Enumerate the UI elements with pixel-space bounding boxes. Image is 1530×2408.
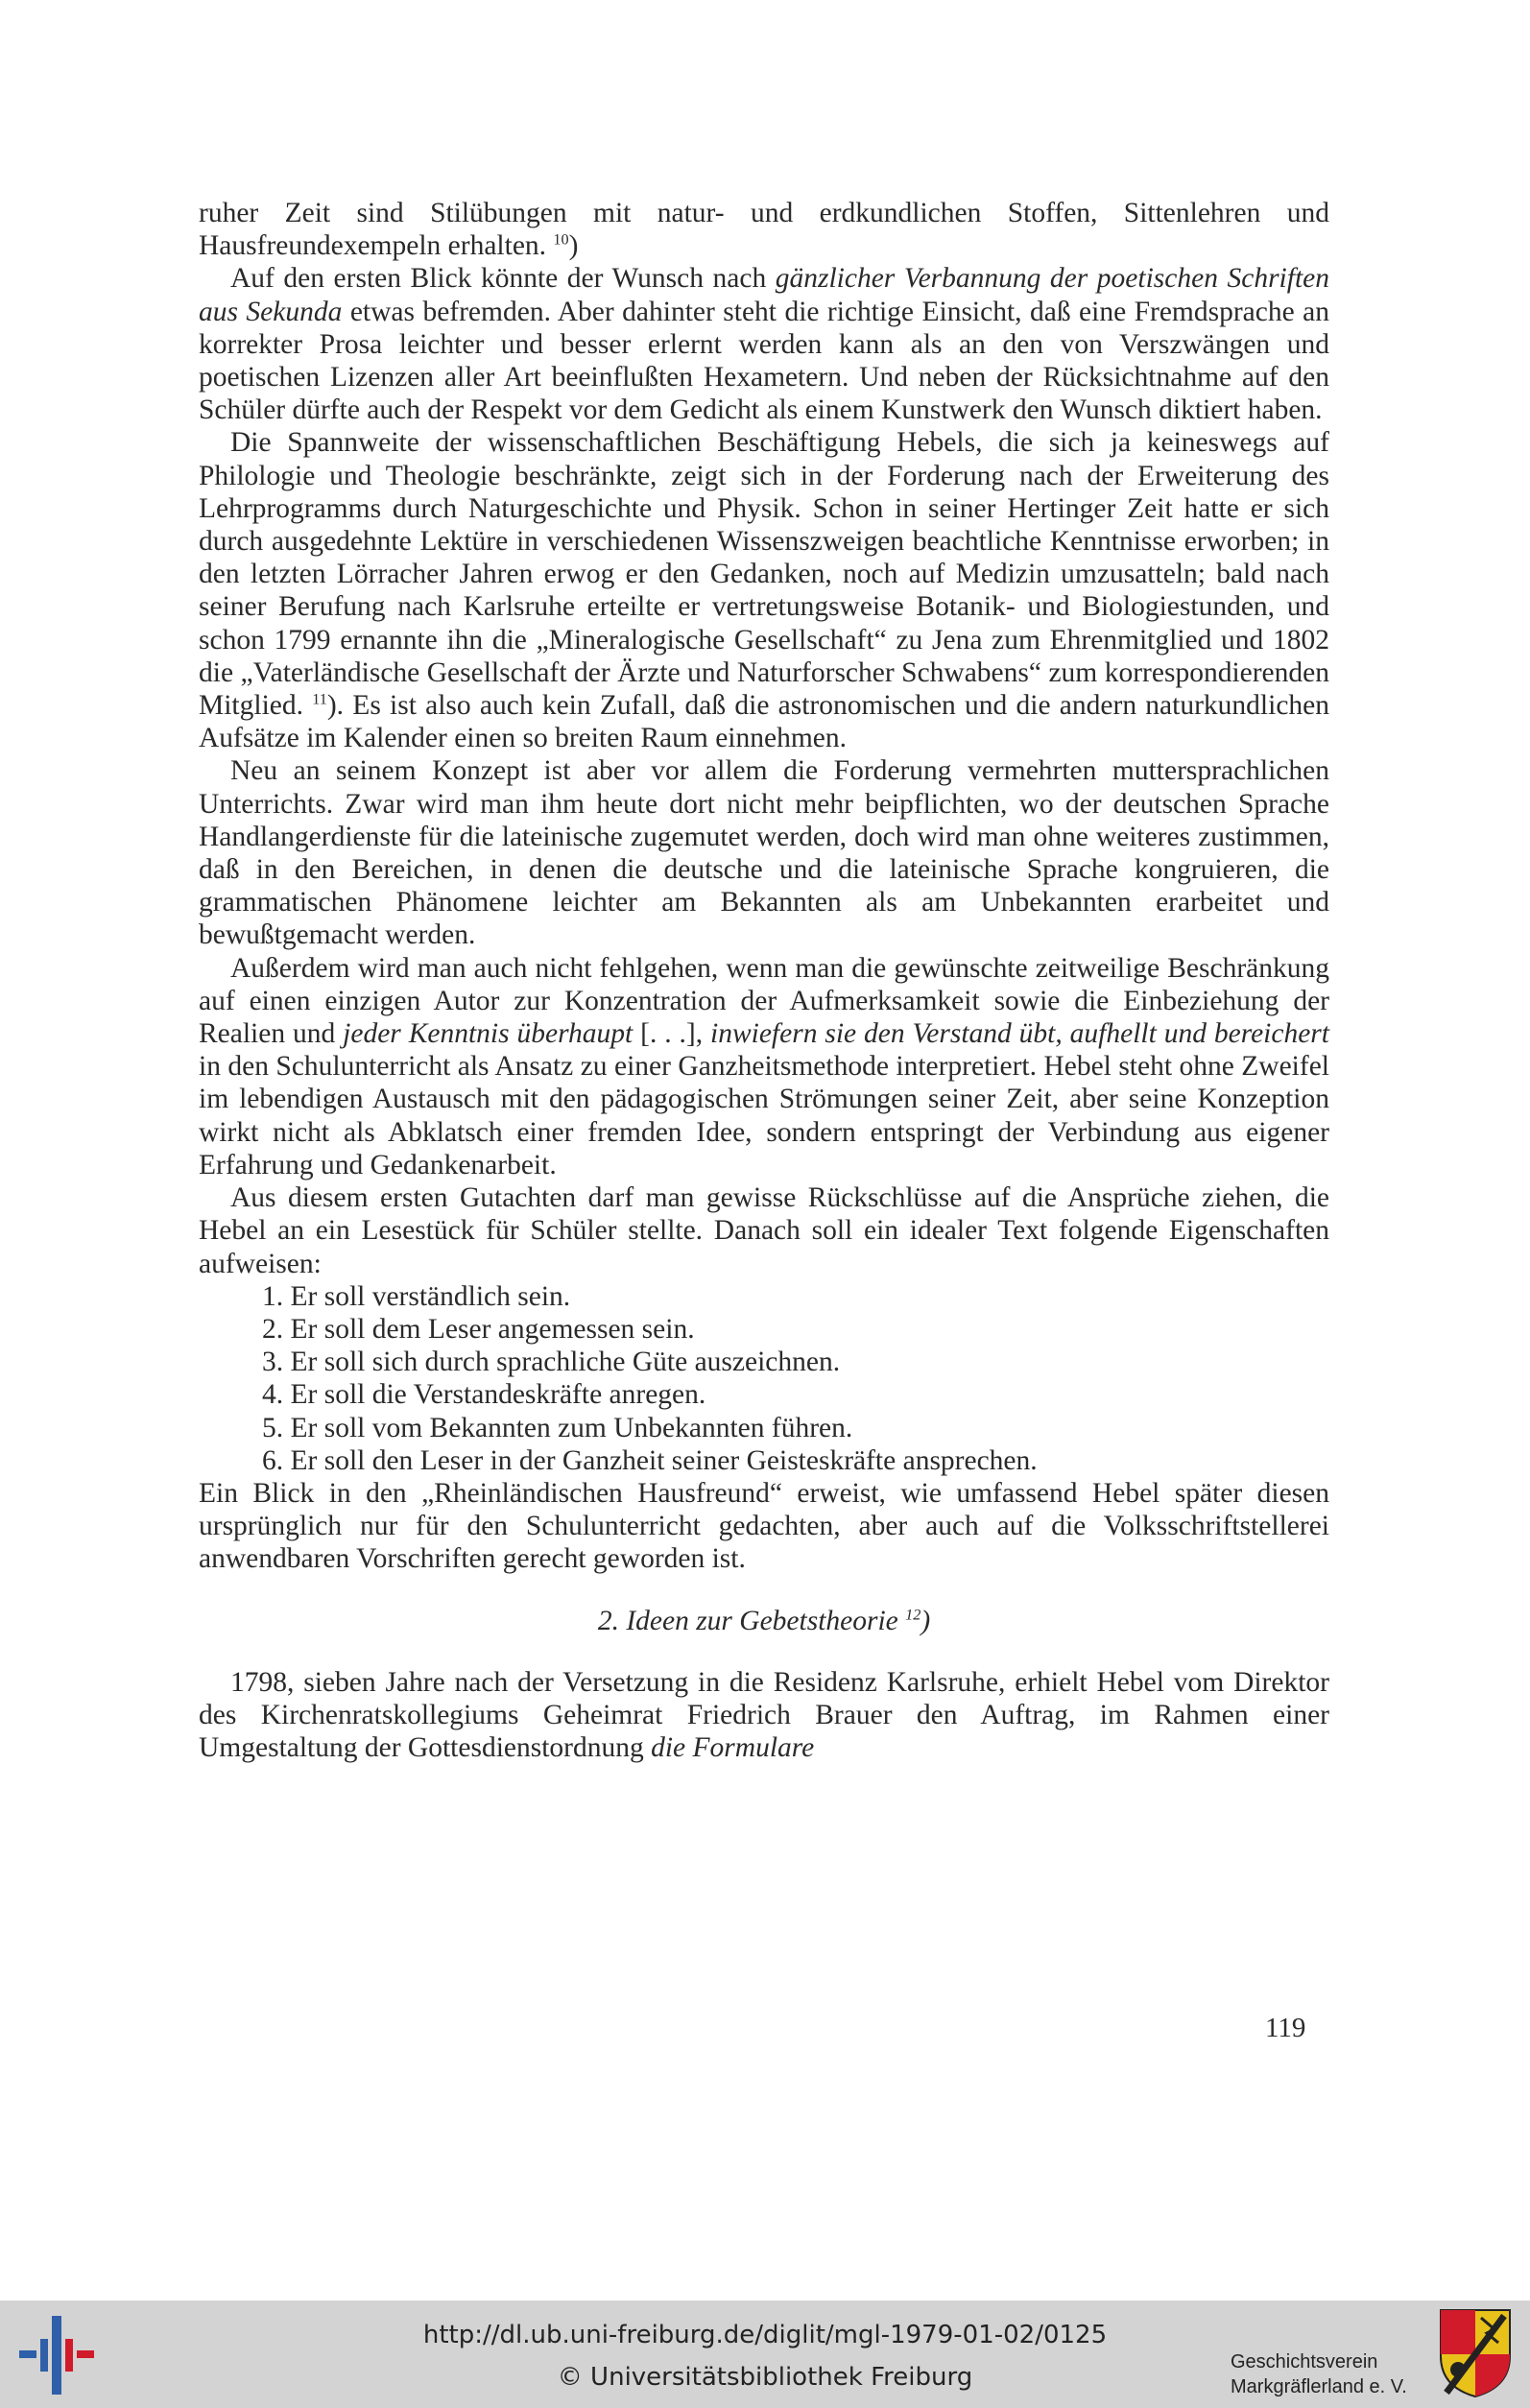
- paragraph-1: ruher Zeit sind Stilübungen mit natur- und erdkundlichen Stoffen, Sittenlehren und Hausfreundexempeln erhalten. $^{10}$): [199, 198, 1329, 262]
- paragraph-4: Neu an seinem Konzept ist aber vor allem die Forderung vermehrten muttersprachlichen Unterrichts. Zwar wird man ihm heute dort nicht mehr beipflichten, wo der deutschen Sprache Handlangerdienste für die lateinische zugemutet werden, doch wird man ohne weiteres zustimmen, daß in den Bereichen, in denen die deutsche und die lateinische Sprache kongruieren, die grammatischen Phänomene leichter am Bekannten als am Unbekannten erarbeitet und bewußtgemacht werden.: [199, 755, 1329, 951]
- section-heading: 2. Ideen zur Gebetstheorie $^{12}$): [597, 1605, 931, 1636]
- list-item: 3. Er soll sich durch sprachliche Güte auszeichnen.: [262, 1347, 841, 1378]
- list-item: 2. Er soll dem Leser angemessen sein.: [262, 1313, 695, 1345]
- paragraph-8: 1798, sieben Jahre nach der Versetzung in die Residenz Karlsruhe, erhielt Hebel vom Direktor des Kirchenratskollegiums Geheimrat Friedrich Brauer den Auftrag, im Rahmen einer Umgestaltung der Gottesdienstordnung die Formulare: [199, 1666, 1329, 1764]
- paragraph-5: Außerdem wird man auch nicht fehlgehen, wenn man die gewünschte zeitweilige Beschränkung auf einen einzigen Autor zur Konzentration der Aufmerksamkeit sowie die Einbeziehung der Realien und jeder Kenntnis überhaupt [. . .], inwiefern sie den Verstand übt, aufhellt und bereichert in den Schulunterricht als Ansatz zu einer Ganzheitsmethode interpretiert. Hebel steht ohne Zweifel im lebendigen Austausch mit den pädagogischen Strömungen seiner Zeit, aber seine Konzeption wirkt nicht als Abklatsch einer fremden Idee, sondern entspringt der Verbindung aus eigener Erfahrung und Gedankenarbeit.: [199, 952, 1329, 1180]
- emphasis-text: inwiefern sie den Verstand übt, aufhellt und bereichert: [710, 1018, 1329, 1050]
- page-number: 119: [1265, 2013, 1306, 2043]
- footnote-ref-10[interactable]: 10: [553, 230, 569, 249]
- list-item: 6. Er soll den Leser in der Ganzheit seiner Geisteskräfte ansprechen.: [262, 1444, 1038, 1476]
- paragraph-3: Die Spannweite der wissenschaftlichen Beschäftigung Hebels, die sich ja keineswegs auf Philologie und Theologie beschränkte, zeigt sich in der Forderung nach der Erweiterung des Lehrprogramms durch Naturgeschichte und Physik. Schon in seiner Hertinger Zeit hatte er sich durch ausgedehnte Lektüre in verschiedenen Wissenszweigen beachtliche Kenntnisse erworben; in den letzten Lörracher Jahren erwog er den Gedanken, noch auf Medizin umzusatteln; bald nach seiner Berufung nach Karlsruhe erteilte er vertretungsweise Botanik- und Biologiestunden, und schon 1799 ernannte ihn die „Mineralogische Gesellschaft“ zu Jena zum Ehrenmitglied und 1802 die „Vaterländische Gesellschaft der Ärzte und Naturforscher Schwabens“ zum korrespondierenden Mitglied. $^{11}$). Es ist also auch kein Zufall, daß die astronomischen und die andern naturkundlichen Aufsätze im Kalender einen so breiten Raum einnehmen.: [199, 427, 1329, 754]
- list-item: 1. Er soll verständlich sein.: [262, 1280, 571, 1312]
- paragraph-2: Auf den ersten Blick könnte der Wunsch nach gänzlicher Verbannung der poetischen Schriften aus Sekunda etwas befremden. Aber dahinter steht die richtige Einsicht, daß eine Fremdsprache an korrekter Prosa leichter und besser erlernt werden kann als an den von Verszwängen und poetischen Lizenzen aller Art beeinflußten Hexametern. Und neben der Rücksichtnahme auf den Schüler dürfte auch der Respekt vor dem Gedicht als einem Kunstwerk den Wunsch diktiert haben.: [199, 263, 1330, 426]
- list-item: 4. Er soll die Verstandeskräfte anregen.: [262, 1379, 706, 1411]
- footnote-ref-11[interactable]: 11: [312, 690, 327, 708]
- coat-of-arms-icon[interactable]: [1437, 2306, 1514, 2400]
- page-body: [199, 197, 1329, 1764]
- list-item: 5. Er soll vom Bekannten zum Unbekannten führen.: [262, 1412, 853, 1443]
- copyright-text: © Universitätsbibliothek Freiburg: [557, 2363, 973, 2392]
- document-url-link[interactable]: http://dl.ub.uni-freiburg.de/diglit/mgl-1979-01-02/0125: [422, 2321, 1108, 2349]
- paragraph-6: Aus diesem ersten Gutachten darf man gewisse Rückschlüsse auf die Ansprüche ziehen, die Hebel an ein Lesestück für Schüler stellte. Danach soll ein idealer Text folgende Eigenschaften aufweisen:: [199, 1182, 1329, 1279]
- requirements-list: [199, 1280, 1329, 1477]
- emphasis-text: jeder Kenntnis überhaupt: [343, 1018, 634, 1050]
- emphasis-text: gänzlicher Verbannung der poetischen Schriften aus Sekunda: [199, 263, 1329, 327]
- organization-name: Geschichtsverein Markgräflerland e. V.: [1231, 2351, 1407, 2397]
- emphasis-text: die Formulare: [651, 1732, 815, 1764]
- footnote-ref-12[interactable]: 12: [905, 1606, 921, 1623]
- paragraph-7: Ein Blick in den „Rheinländischen Hausfreund“ erweist, wie umfassend Hebel später diesen ursprünglich nur für den Schulunterricht gedachten, aber auch auf die Volksschriftstellerei anwendbaren Vorschriften gerecht geworden ist.: [199, 1477, 1329, 1575]
